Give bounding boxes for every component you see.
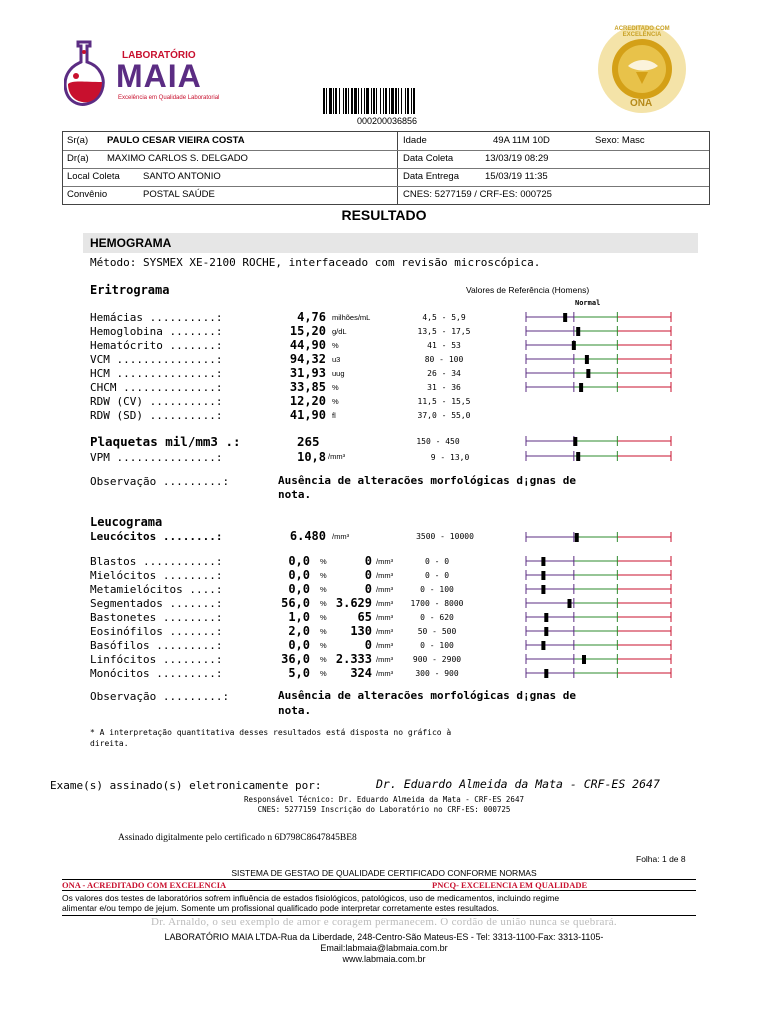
leuco-row-abs-unit: /mm³ (376, 613, 394, 622)
signature-prefix: Exame(s) assinado(s) eletronicamente por: (50, 779, 322, 792)
leuco-sub-graph-row-marker (544, 613, 548, 622)
info-row-local (63, 168, 709, 187)
barcode-bar (407, 88, 409, 114)
barcode-bar (333, 88, 334, 114)
leuco-sub-graph-row-marker (541, 571, 545, 580)
leuco-row-pct-unit: % (320, 599, 327, 608)
leuco-row-label: Mielócitos ........: (90, 569, 223, 582)
vpm-label: VPM ...............: (90, 451, 223, 464)
leuco-row-abs-unit: /mm³ (376, 669, 394, 678)
leuco-sub-graph-row-marker (544, 627, 548, 636)
leuco-row-pct-unit: % (320, 641, 327, 650)
leuco-row-pct: 5,0 (288, 666, 310, 680)
erit-row-ref: 41 - 53 (427, 341, 461, 350)
entrega-label: Data Entrega (403, 171, 459, 182)
leuco-row-pct: 2,0 (288, 624, 310, 638)
barcode-bar (389, 88, 390, 114)
barcode-bar (361, 88, 362, 114)
erit-row-unit: u3 (332, 355, 341, 364)
leuco-row-label: Metamielócitos ....: (90, 583, 223, 596)
leuco-sub-graph-row-marker (582, 655, 586, 664)
leuco-row-ref: 300 - 900 (415, 669, 459, 678)
barcode-bar (329, 88, 332, 114)
ona-text: ONA - ACREDITADO COM EXCELENCIA (62, 880, 227, 890)
address-email: Email:labmaia@labmaia.com.br (320, 943, 448, 953)
erit-row-ref: 37,0 - 55,0 (417, 411, 471, 420)
info-row-doctor (63, 150, 709, 169)
erit-row-ref: 31 - 36 (427, 383, 461, 392)
barcode-bar (373, 88, 375, 114)
leuco-sub-graph-row-marker (544, 669, 548, 678)
coleta-label: Data Coleta (403, 153, 454, 164)
vpm-unit: /mm³ (328, 452, 346, 461)
leuco-sub-graph-row-marker (568, 599, 572, 608)
entrega-value: 15/03/19 11:35 (485, 171, 548, 182)
obs1-line1: Ausência de alteracões morfológicas d¡gnas de (278, 474, 577, 487)
leucograma-title: Leucograma (90, 515, 163, 529)
leuco-row-label: Blastos ...........: (90, 555, 223, 568)
obs2-label: Observação .........: (90, 690, 230, 703)
barcode-bar (343, 88, 344, 114)
leuco-row-abs: 324 (350, 666, 372, 680)
leuco-row-pct-unit: % (320, 613, 327, 622)
leuco-row-pct-unit: % (320, 655, 327, 664)
obs2-line1: Ausência de alteracões morfológicas d¡gnas de (278, 689, 577, 702)
sgq-text: SISTEMA DE GESTAO DE QUALIDADE CERTIFICADO CONFORME NORMAS (231, 868, 537, 878)
erit-row-label: Hematócrito .......: (90, 339, 223, 352)
erit-graph-row-marker (576, 327, 580, 336)
reference-graph (520, 300, 675, 690)
leuco-row-abs: 65 (357, 610, 372, 624)
leuco-row-abs-unit: /mm³ (376, 655, 394, 664)
leuco-row-pct: 0,0 (288, 638, 310, 652)
leuco-row-pct-unit: % (320, 557, 327, 566)
leuco-row-pct-unit: % (320, 585, 327, 594)
vpm-ref: 9 - 13,0 (430, 453, 470, 462)
barcode-bar (339, 88, 340, 114)
coleta-value: 13/03/19 08:29 (485, 153, 549, 164)
erit-row-ref: 4,5 - 5,9 (422, 313, 466, 322)
erit-row-label: Hemoglobina .......: (90, 325, 223, 338)
barcode-number: 000200036856 (356, 116, 418, 126)
leuco-row-label: Linfócitos ........: (90, 653, 223, 666)
note-line1: * A interpretação quantitativa desses resultados está disposta no gráfico à (90, 728, 452, 737)
leuco-row-abs: 0 (364, 638, 372, 652)
barcode-bar (364, 88, 365, 114)
leuco-ref: 3500 - 10000 (416, 532, 474, 541)
erit-row-ref: 11,5 - 15,5 (417, 397, 471, 406)
leuco-row-pct-unit: % (320, 627, 327, 636)
erit-row-label: Hemácias ..........: (90, 311, 223, 324)
erit-row-value: 41,90 (289, 408, 326, 422)
footer-rule-mid (62, 890, 696, 891)
obs1-line2: nota. (278, 488, 312, 501)
leuco-row-label: Bastonetes ........: (90, 611, 223, 624)
erit-row-unit: uug (332, 369, 345, 378)
obs2-line2: nota. (278, 704, 312, 717)
erit-row-value: 94,32 (289, 352, 326, 366)
leuco-row-pct: 0,0 (288, 582, 310, 596)
doctor-name: MAXIMO CARLOS S. DELGADO (107, 153, 248, 164)
erit-graph-row-marker (579, 383, 583, 392)
leuco-row-abs-unit: /mm³ (376, 627, 394, 636)
leuco-unit: /mm³ (332, 532, 350, 541)
leuco-row-abs: 3.629 (335, 596, 372, 610)
lab-logo (64, 40, 234, 112)
leuco-row-abs-unit: /mm³ (376, 585, 394, 594)
barcode-bar (371, 88, 372, 114)
info-row-convenio (63, 186, 709, 204)
leuco-row-abs-unit: /mm³ (376, 641, 394, 650)
erit-graph-row-marker (563, 313, 567, 322)
leuco-row-ref: 0 - 620 (420, 613, 454, 622)
barcode (323, 88, 451, 114)
erit-row-ref: 13,5 - 17,5 (417, 327, 471, 336)
idade-label: Idade (403, 135, 427, 146)
obs1-label: Observação .........: (90, 475, 230, 488)
leuco-row-ref: 0 - 100 (420, 641, 454, 650)
leuco-graph-row-marker (575, 533, 579, 542)
page-number: Folha: 1 de 8 (636, 854, 686, 864)
erit-row-unit: fl (332, 411, 336, 420)
vpm-graph-row-marker (576, 452, 580, 461)
leuco-row-pct-unit: % (320, 669, 327, 678)
leuco-row-abs-unit: /mm³ (376, 557, 394, 566)
erit-row-label: RDW (SD) ..........: (90, 409, 223, 422)
leuco-row-pct: 1,0 (288, 610, 310, 624)
leuco-row-ref: 900 - 2900 (412, 655, 462, 664)
erit-row-unit: % (332, 383, 339, 392)
leuco-row-pct: 36,0 (281, 652, 310, 666)
sr-label: Sr(a) (67, 135, 89, 146)
vpm-value: 10,8 (297, 450, 326, 464)
erit-row-value: 4,76 (297, 310, 326, 324)
plaquetas-value: 265 (297, 434, 320, 449)
barcode-bar (395, 88, 397, 114)
patient-name: PAULO CESAR VIEIRA COSTA (107, 135, 245, 146)
convenio-value: POSTAL SAÚDE (143, 189, 215, 200)
leuco-row-abs: 130 (350, 624, 372, 638)
leuco-row-abs-unit: /mm³ (376, 599, 394, 608)
section-bar (83, 233, 698, 253)
erit-row-ref: 26 - 34 (427, 369, 461, 378)
barcode-bar (348, 88, 349, 114)
barcode-bar (326, 88, 327, 114)
erit-row-label: VCM ...............: (90, 353, 223, 366)
convenio-label: Convênio (67, 189, 108, 200)
leuco-row-pct: 56,0 (281, 596, 310, 610)
digital-cert: Assinado digitalmente pelo certificado n 6D798C8647845BE8 (118, 833, 357, 843)
erit-row-ref: 80 - 100 (424, 355, 464, 364)
ona-seal (592, 22, 692, 116)
barcode-bar (358, 88, 359, 114)
leuco-row-label: Basófilos .........: (90, 639, 223, 652)
leuco-row-ref: 0 - 100 (420, 585, 454, 594)
signature-name: Dr. Eduardo Almeida da Mata - CRF-ES 2647 (376, 777, 660, 791)
dr-label: Dr(a) (67, 153, 89, 164)
page-title: RESULTADO (341, 207, 427, 223)
leuco-sub-graph-row-marker (541, 557, 545, 566)
barcode-bar (335, 88, 337, 114)
leuco-row-ref: 0 - 0 (424, 557, 450, 566)
barcode-bar (354, 88, 357, 114)
erit-row-value: 15,20 (289, 324, 326, 338)
normal-label: Normal (575, 299, 601, 307)
local-label: Local Coleta (67, 171, 120, 182)
leuco-label: Leucócitos ........: (90, 530, 223, 543)
leuco-row-ref: 0 - 0 (424, 571, 450, 580)
leuco-sub-graph-row-marker (541, 641, 545, 650)
barcode-bar (380, 88, 381, 114)
barcode-bar (411, 88, 412, 114)
erit-row-label: CHCM ..............: (90, 381, 223, 394)
lab-tagline: Excelência em Qualidade Laboratorial (118, 95, 220, 101)
signature-cnes: CNES: 5277159 Inscrição do Laboratório no CRF-ES: 000725 (257, 805, 511, 814)
plaquetas-label: Plaquetas mil/mm3 .: (90, 434, 241, 449)
leuco-row-abs: 2.333 (335, 652, 372, 666)
ref-header: Valores de Referência (Homens) (466, 285, 590, 295)
barcode-bar (366, 88, 369, 114)
erit-graph-row-marker (585, 355, 589, 364)
plaquetas-ref: 150 - 450 (416, 437, 460, 446)
disclaimer-line2: alimentar e/ou tempo de jejum. Somente um profissional qualificado pode interpretar corretamente estes resultados. (62, 903, 500, 913)
leuco-row-label: Segmentados .......: (90, 597, 223, 610)
barcode-bar (376, 88, 377, 114)
section-title: HEMOGRAMA (90, 236, 172, 250)
erit-row-value: 33,85 (289, 380, 326, 394)
barcode-bar (323, 88, 325, 114)
leuco-row-abs: 0 (364, 554, 372, 568)
barcode-bar (405, 88, 406, 114)
barcode-bar (391, 88, 394, 114)
erit-row-value: 12,20 (289, 394, 326, 408)
barcode-bar (401, 88, 402, 114)
erit-row-unit: g/dL (332, 327, 347, 336)
erit-graph-row-marker (572, 341, 576, 350)
erit-row-unit: % (332, 341, 339, 350)
leuco-row-abs: 0 (364, 568, 372, 582)
sexo-value: Sexo: Masc (595, 135, 645, 146)
address-website: www.labmaia.com.br (342, 954, 426, 964)
leuco-sub-graph-row-marker (541, 585, 545, 594)
barcode-bar (345, 88, 347, 114)
erit-row-value: 31,93 (289, 366, 326, 380)
leuco-row-label: Monócitos .........: (90, 667, 223, 680)
erit-graph-row-marker (586, 369, 590, 378)
local-value: SANTO ANTONIO (143, 171, 221, 182)
lab-name-main: MAIA (116, 58, 202, 94)
signature-resp: Responsável Técnico: Dr. Eduardo Almeida da Mata - CRF-ES 2647 (244, 795, 524, 804)
leuco-row-pct: 0,0 (288, 554, 310, 568)
seal-text: ACREDITADO COM EXCELÊNCIA (614, 26, 670, 38)
erit-row-unit: milhões/mL (332, 313, 371, 322)
erit-row-value: 44,90 (289, 338, 326, 352)
note-line2: direita. (90, 739, 129, 748)
barcode-bar (385, 88, 387, 114)
patient-info-table (62, 131, 710, 205)
seal-org: ONA (630, 98, 653, 109)
erit-row-unit: % (332, 397, 339, 406)
pncq-text: PNCQ- EXCELENCIA EM QUALIDADE (432, 880, 588, 890)
erit-row-label: HCM ...............: (90, 367, 223, 380)
leuco-row-label: Eosinófilos .......: (90, 625, 223, 638)
leuco-row-ref: 50 - 500 (417, 627, 457, 636)
method-text: Método: SYSMEX XE-2100 ROCHE, interfaceado com revisão microscópica. (90, 256, 541, 269)
lab-name-top: LABORATÓRIO (122, 50, 196, 61)
address-line1: LABORATÓRIO MAIA LTDA-Rua da Liberdade, 248-Centro-São Mateus-ES - Tel: 3313-1100-Fax: 3313-1105- (164, 932, 604, 942)
disclaimer-line1: Os valores dos testes de laboratórios sofrem influência de estados fisiológicos, patológicos, uso de medicamentos, incluindo regime (62, 893, 560, 903)
leuco-row-ref: 1700 - 8000 (410, 599, 464, 608)
barcode-bar (413, 88, 415, 114)
leuco-row-abs-unit: /mm³ (376, 571, 394, 580)
eritrograma-title: Eritrograma (90, 283, 170, 297)
leuco-row-pct-unit: % (320, 571, 327, 580)
leuco-row-abs: 0 (364, 582, 372, 596)
info-row-patient (63, 132, 709, 151)
leuco-value: 6.480 (289, 529, 326, 543)
barcode-bar (351, 88, 353, 114)
cnes-value: CNES: 5277159 / CRF-ES: 000725 (403, 189, 552, 200)
barcode-bar (398, 88, 399, 114)
memorial-quote: Dr. Arnaldo, o seu exemplo de amor e coragem permanecem. O cordão de união nunca se quebrará. (151, 916, 617, 928)
idade-value: 49A 11M 10D (493, 135, 550, 146)
plaquetas-graph-row-marker (573, 437, 577, 446)
leuco-row-pct: 0,0 (288, 568, 310, 582)
barcode-bar (383, 88, 384, 114)
erit-row-label: RDW (CV) ..........: (90, 395, 223, 408)
